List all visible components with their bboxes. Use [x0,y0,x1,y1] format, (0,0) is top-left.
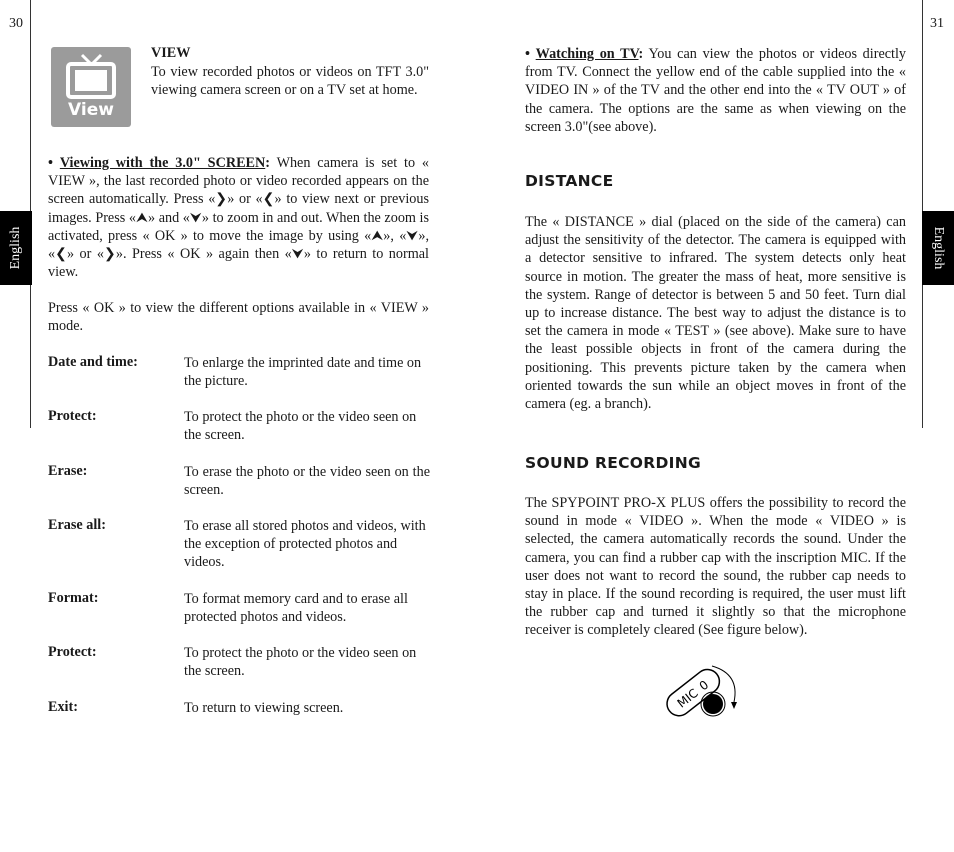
view-mode-icon [51,47,131,127]
watching-tv-heading: Watching on TV [535,46,639,62]
mic-hole-symbol: 0 [696,677,712,694]
option-term: Erase: [48,463,88,479]
option-description: To enlarge the imprinted date and time on the picture. [184,355,422,390]
mic-label: MIC [674,685,701,711]
viewing-screen-heading: Viewing with the 3.0" SCREEN [59,155,266,171]
view-description: To view recorded photos or videos on TFT 3.0" viewing camera screen or on a TV set at home. [151,64,429,99]
option-description: To erase the photo or the video seen on the screen. [184,464,430,499]
sound-recording-heading: SOUND RECORDING [525,454,701,472]
mic-cap-figure [660,660,750,722]
heading-colon: : [638,46,644,62]
option-term: Exit: [48,699,78,715]
option-term: Erase all: [48,517,106,533]
option-description: To protect the photo or the video seen on the screen. [184,645,417,680]
option-term: Protect: [48,644,97,660]
heading-colon: : [265,155,270,171]
page-number-left: 30 [9,16,23,31]
option-description: To format memory card and to erase all protected photos and videos. [184,591,408,626]
distance-text: The « DISTANCE » dial (placed on the side of the camera) can adjust the sensitivity of the detector. The camera is equipped with a detector sensitive to infrared. The system detects only heat source in motion. The greater the mass of heat, more sensitive is the system. Range of detector is between 5 and 50 feet. Turn dial up to increase distance. The best way to adjust the distance is to set the camera in mode « TEST » (see above). Make sure to have the least possible objects in front of the camera during the positioning. This prevents picture taken by the camera when oriented towards the sun while an object moves in front of the camera (eg. a branch). [525,214,906,413]
sound-recording-text: The SPYPOINT PRO-X PLUS offers the possibility to record the sound in mode « VIDEO ». When the mode « VIDEO » is selected, the camera automatically records the sound. Under the camera, you can find a rubber cap with the inscription MIC. If the user does not want to record the sound, the rubber cap needs to stay in place. If the sound recording is required, the user must lift the rubber cap and turned it slightly so that the microphone receiver is completely cleared (See figure below). [525,495,906,639]
microphone-receiver [703,694,723,714]
option-description: To protect the photo or the video seen on the screen. [184,409,417,444]
viewing-screen-paragraph [48,154,429,281]
viewing-screen-text: When camera is set to « VIEW », the last recorded photo or video recorded appears on the screen automatically. Press «❯» or «❮» to view next or previous images. Press «⮝» and «⮟» to zoom in and out. When the zoom is activated, press « OK » to move the image by using «⮝», «⮟», «❮» or «❯». Press « OK » again then «⮟» to return to normal view. [48,155,429,281]
watching-tv-paragraph [525,45,906,136]
page-number-right: 31 [930,16,944,31]
option-term: Date and time: [48,354,138,370]
rotation-arrow-head [731,702,737,709]
option-description: To return to viewing screen. [184,700,344,716]
distance-heading: DISTANCE [525,172,614,190]
option-description: To erase all stored photos and videos, with the exception of protected photos and videos. [184,518,426,571]
view-icon-label: View [68,100,114,120]
language-tab-right [922,211,954,285]
view-title: VIEW [151,45,191,61]
watching-tv-text: You can view the photos or videos directly from TV. Connect the yellow end of the cable supplied into the « VIDEO IN » of the TV and the other end into the « TV OUT » of the camera. The options are the same as when viewing on the screen 3.0"(see above). [525,46,907,135]
language-tab-label: English [931,226,946,270]
option-term: Protect: [48,408,97,424]
language-tab-left [0,211,32,285]
bullet: • [525,46,530,62]
press-ok-paragraph: Press « OK » to view the different options available in « VIEW » mode. [48,300,429,335]
option-term: Format: [48,590,99,606]
language-tab-label: English [8,226,23,270]
bullet: • [48,155,53,171]
